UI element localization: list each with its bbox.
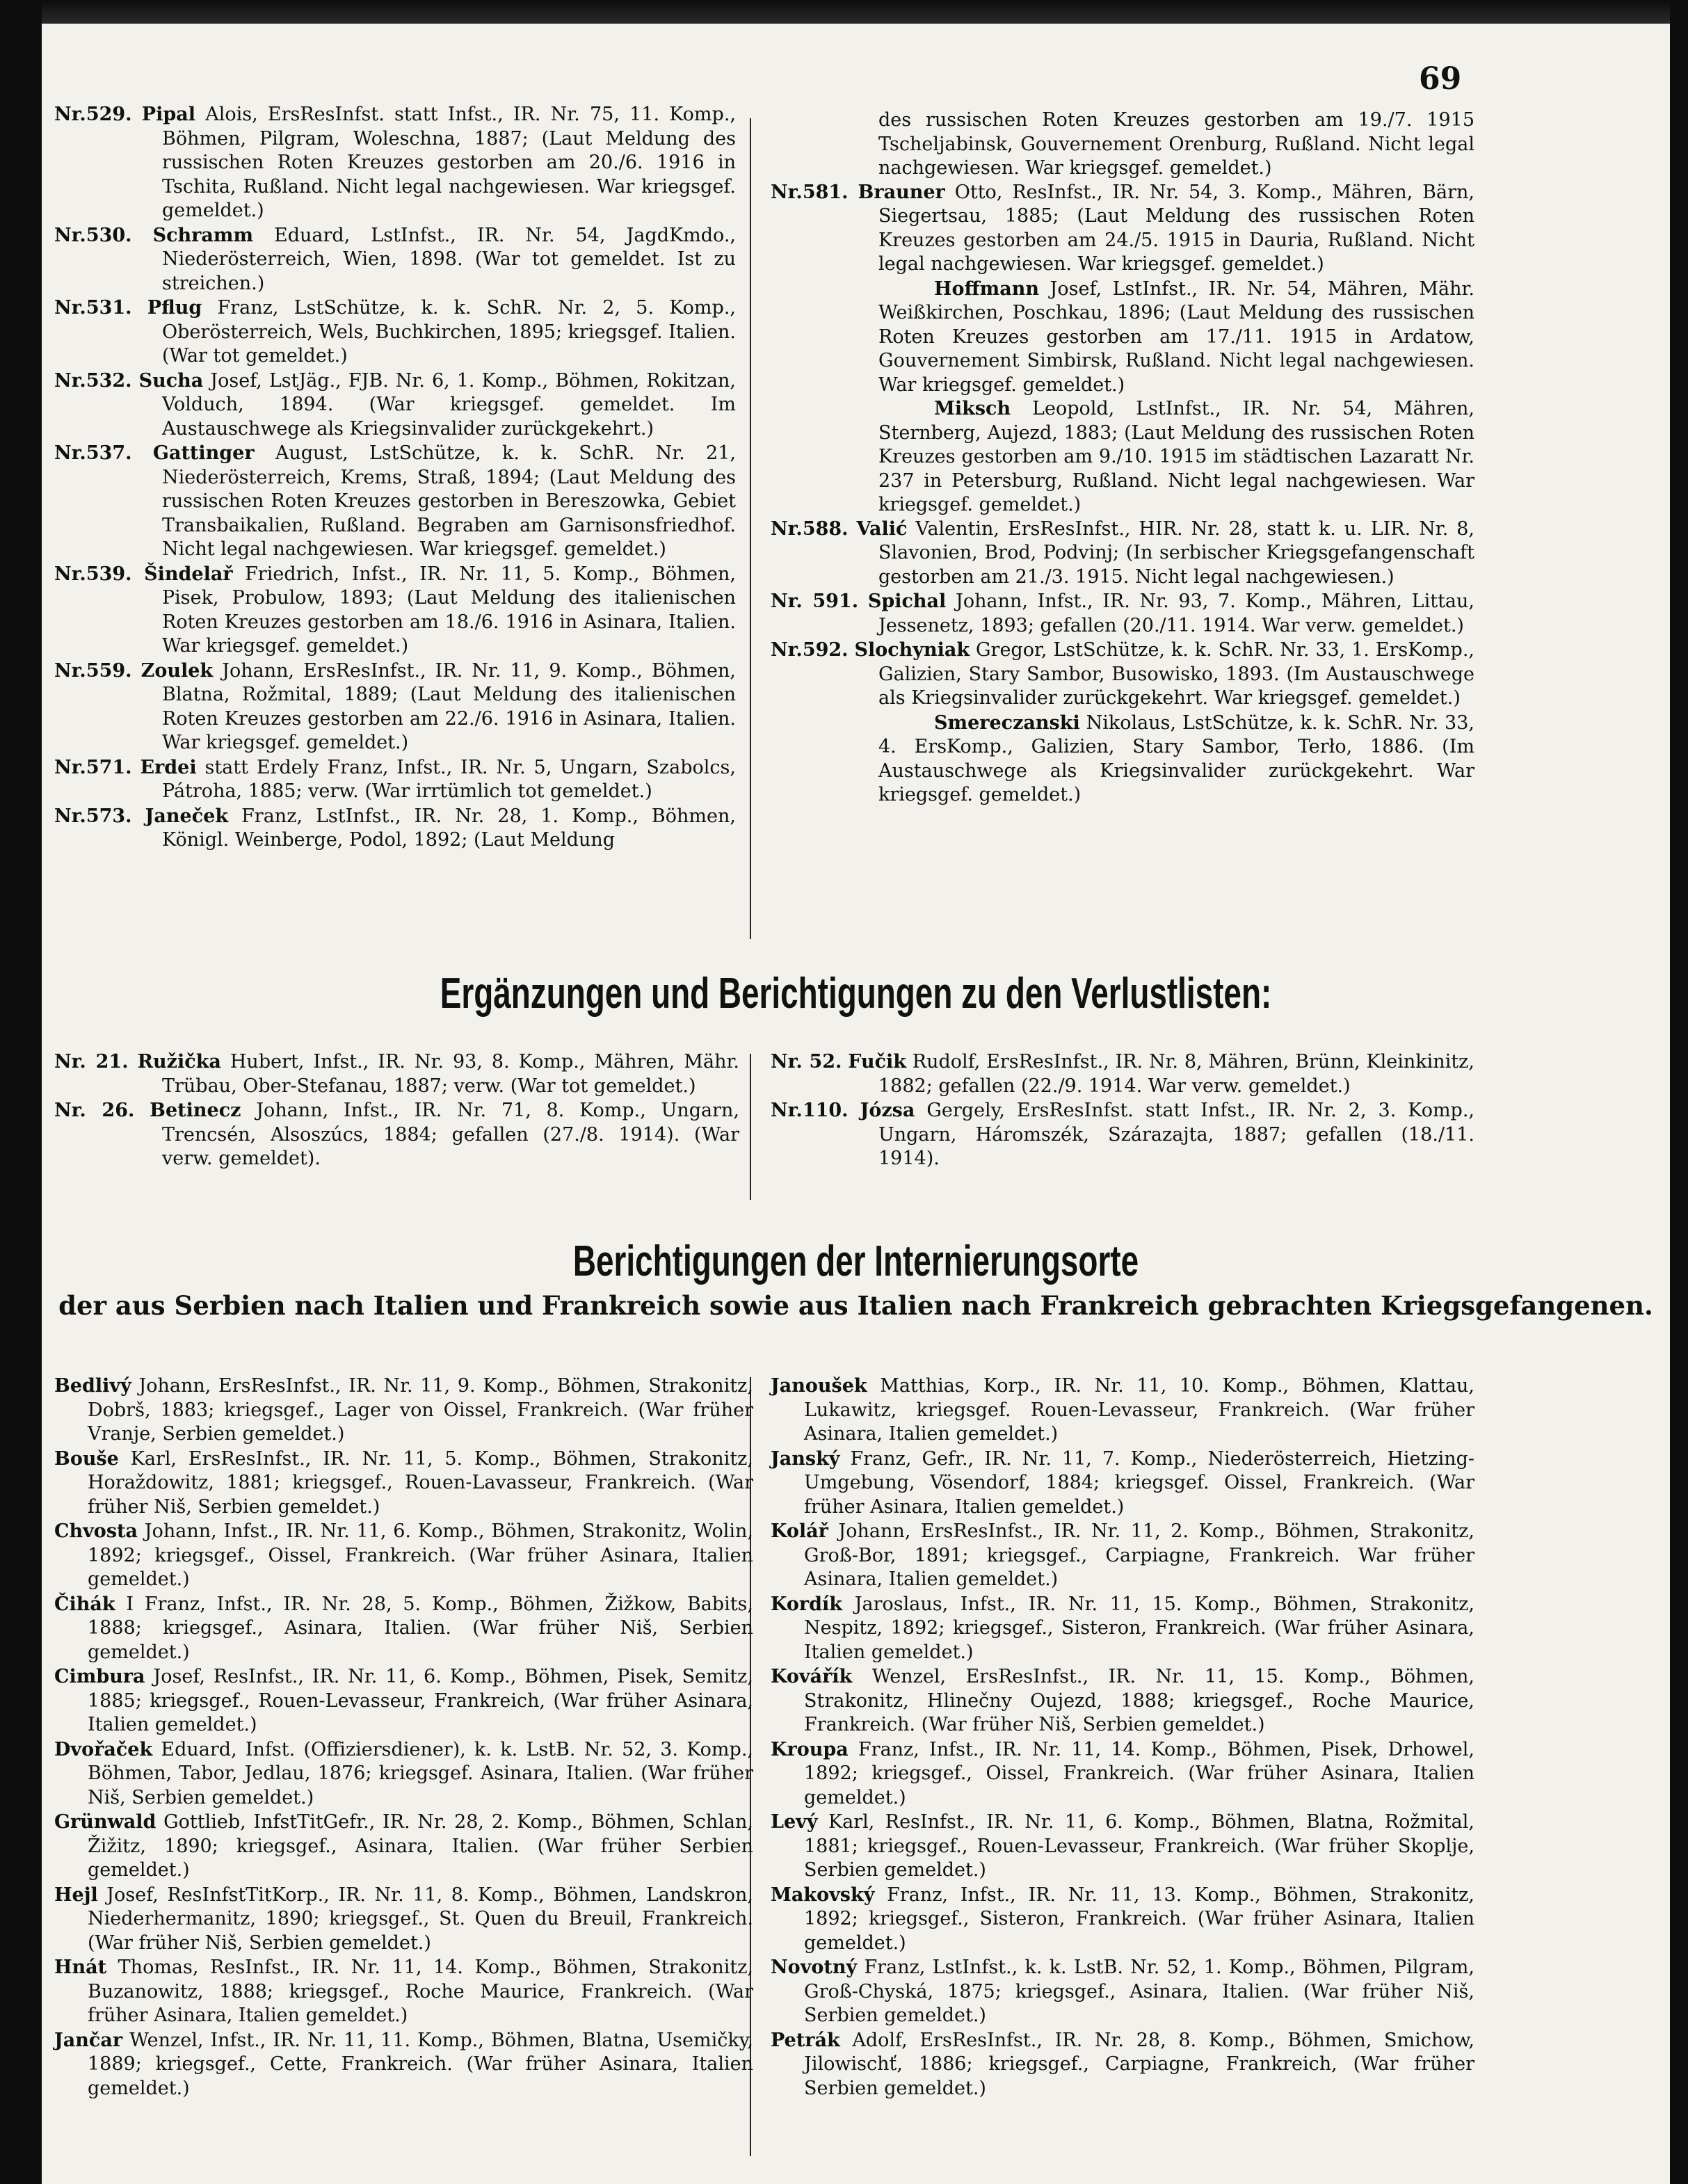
ergaenzungen-left bbox=[54, 1050, 739, 1172]
list-entry: Kolář Johann, ErsResInfst., IR. Nr. 11, 2. Komp., Böhmen, Strakonitz, Groß-Bor, 1891; kriegsgef., Carpiagne, Frankreich. War früher Asinara, Italien gemeldet.) bbox=[771, 1520, 1474, 1590]
list-entry: Jančar Wenzel, Infst., IR. Nr. 11, 11. Komp., Böhmen, Blatna, Usemičky, 1889; kriegsgef., Cette, Frankreich. (War früher Asinara, Italien gemeldet.) bbox=[54, 2029, 753, 2099]
top-left-column bbox=[54, 103, 736, 853]
list-entry: Čihák I Franz, Infst., IR. Nr. 28, 5. Komp., Böhmen, Žižkow, Babits, 1888; kriegsgef., Asinara, Italien. (War früher Niš, Serbien gemeldet.) bbox=[54, 1593, 753, 1663]
list-entry: Nr. 52. Fučik Rudolf, ErsResInfst., IR. Nr. 8, Mähren, Brünn, Kleinkinitz, 1882; gefallen (22./9. 1914. War verw. gemeldet.) bbox=[771, 1051, 1474, 1097]
list-subentry: Miksch Leopold, LstInfst., IR. Nr. 54, Mähren, Sternberg, Aujezd, 1883; (Laut Meldung des russischen Roten Kreuzes gestorben am 9./10. 1915 im städtischen Lazaratt Nr. 237 in Petersburg, Rußland. Nicht legal nachgewiesen. War kriegsgef. gemeldet.) bbox=[878, 398, 1474, 515]
section-heading-internierungsorte: Berichtigungen der Internierungsorte bbox=[572, 1237, 1139, 1285]
continued-text: des russischen Roten Kreuzes gestorben am 19./7. 1915 Tscheljabinsk, Gouvernement Orenburg, Rußland. Nicht legal nachgewiesen. War kriegsgef. gemeldet.) bbox=[878, 109, 1474, 179]
internierung-right bbox=[771, 1374, 1474, 2101]
list-entry: Kordík Jaroslaus, Infst., IR. Nr. 11, 15. Komp., Böhmen, Strakonitz, Nespitz, 1892; kriegsgef., Sisteron, Frankreich. (War früher Asinara, Italien gemeldet.) bbox=[771, 1593, 1474, 1663]
list-entry: Bouše Karl, ErsResInfst., IR. Nr. 11, 5. Komp., Böhmen, Strakonitz, Horaždowitz, 1881; kriegsgef., Rouen-Lavasseur, Frankreich. (War früher Niš, Serbien gemeldet.) bbox=[54, 1447, 753, 1518]
list-entry: Nr.539. Šindelař Friedrich, Infst., IR. Nr. 11, 5. Komp., Böhmen, Pisek, Probulow, 1893; (Laut Meldung des italienischen Roten Kreuzes gestorben am 18./6. 1916 in Asinara, Italien. War kriegsgef. gemeldet.) bbox=[54, 563, 737, 657]
list-entry: Nr.110. Józsa Gergely, ErsResInfst. statt Infst., IR. Nr. 2, 3. Komp., Ungarn, Háromszék, Szárazajta, 1887; gefallen (18./11. 1914). bbox=[771, 1100, 1474, 1169]
list-entry: Hnát Thomas, ResInfst., IR. Nr. 11, 14. Komp., Böhmen, Strakonitz, Buzanowitz, 1888; kriegsgef., Roche Maurice, Frankreich. (War früher Asinara, Italien gemeldet.) bbox=[54, 1957, 753, 2026]
column-rule-middle bbox=[750, 1054, 751, 1200]
list-entry: Janoušek Matthias, Korp., IR. Nr. 11, 10. Komp., Böhmen, Klattau, Lukawitz, kriegsgef. Rouen-Levasseur, Frankreich. (War früher Asinara, Italien gemeldet.) bbox=[771, 1375, 1474, 1445]
list-entry: Nr.592. Slochyniak Gregor, LstSchütze, k. k. SchR. Nr. 33, 1. ErsKomp., Galizien, Stary Sambor, Busowisko, 1893. (Im Austauschwege als Kriegsinvalider zurückgekehrt. War kriegsgef. gemeldet.) bbox=[771, 639, 1474, 709]
list-entry: Nr.581. Brauner Otto, ResInfst., IR. Nr. 54, 3. Komp., Mähren, Bärn, Siegertsau, 1885; (Laut Meldung des russischen Roten Kreuzes gestorben am 24./5. 1915 in Dauria, Rußland. Nicht legal nachgewiesen. War kriegsgef. gemeldet.) bbox=[771, 181, 1474, 275]
scan-left-edge bbox=[0, 0, 42, 2184]
scan-right-edge bbox=[1670, 0, 1688, 2184]
list-entry: Nr.530. Schramm Eduard, LstInfst., IR. Nr. 54, JagdKmdo., Niederösterreich, Wien, 1898. (War tot gemeldet. Ist zu streichen.) bbox=[54, 224, 736, 294]
list-entry: Kovářík Wenzel, ErsResInfst., IR. Nr. 11, 15. Komp., Böhmen, Strakonitz, Hlinečny Oujezd, 1888; kriegsgef., Roche Maurice, Frankreich. (War früher Niš, Serbien gemeldet.) bbox=[771, 1666, 1474, 1735]
list-entry: Novotný Franz, LstInfst., k. k. LstB. Nr. 52, 1. Komp., Böhmen, Pilgram, Groß-Chyská, 1875; kriegsgef., Asinara, Italien. (War früher Niš, Serbien gemeldet.) bbox=[771, 1957, 1474, 2026]
list-entry: Levý Karl, ResInfst., IR. Nr. 11, 6. Komp., Böhmen, Blatna, Rožmital, 1881; kriegsgef., Rouen-Levasseur, Frankreich. (War früher Skoplje, Serbien gemeldet.) bbox=[771, 1811, 1474, 1881]
list-entry: Kroupa Franz, Infst., IR. Nr. 11, 14. Komp., Böhmen, Pisek, Drhowel, 1892; kriegsgef., Oissel, Frankreich. (War früher Asinara, Italien gemeldet.) bbox=[771, 1738, 1474, 1808]
list-entry: Nr.537. Gattinger August, LstSchütze, k. k. SchR. Nr. 21, Niederösterreich, Krems, Straß, 1894; (Laut Meldung des russischen Roten Kreuzes gestorben in Bereszowka, Gebiet Transbaikalien, Rußland. Begraben am Garnisonsfriedhof. Nicht legal nachgewiesen. War kriegsgef. gemeldet.) bbox=[54, 442, 736, 560]
list-entry: Nr.571. Erdei statt Erdely Franz, Infst., IR. Nr. 5, Ungarn, Szabolcs, Pátroha, 1885; verw. (War irrtümlich tot gemeldet.) bbox=[54, 756, 736, 802]
list-entry: Cimbura Josef, ResInfst., IR. Nr. 11, 6. Komp., Böhmen, Pisek, Semitz, 1885; kriegsgef., Rouen-Levasseur, Frankreich, (War früher Asinara, Italien gemeldet.) bbox=[54, 1666, 753, 1735]
ergaenzungen-right bbox=[771, 1050, 1474, 1172]
list-entry: Nr.573. Janeček Franz, LstInfst., IR. Nr. 28, 1. Komp., Böhmen, Königl. Weinberge, Podol, 1892; (Laut Meldung bbox=[54, 805, 736, 851]
list-entry: Nr. 26. Betinecz Johann, Infst., IR. Nr. 71, 8. Komp., Ungarn, Trencsén, Alsoszúcs, 1884; gefallen (27./8. 1914). (War verw. gemeldet). bbox=[54, 1100, 739, 1169]
list-entry: Nr.588. Valić Valentin, ErsResInfst., HIR. Nr. 28, statt k. u. LIR. Nr. 8, Slavonien, Brod, Podvinj; (In serbischer Kriegsgefangenschaft gestorben am 21./3. 1915. Nicht legal nachgewiesen.) bbox=[771, 517, 1474, 588]
list-entry: Nr. 591. Spichal Johann, Infst., IR. Nr. 93, 7. Komp., Mähren, Littau, Jessenetz, 1893; gefallen (20./11. 1914. War verw. gemeldet.) bbox=[771, 591, 1474, 636]
list-entry: Janský Franz, Gefr., IR. Nr. 11, 7. Komp., Niederösterreich, Hietzing-Umgebung, Vösendorf, 1884; kriegsgef. Oissel, Frankreich. (War früher Asinara, Italien gemeldet.) bbox=[771, 1447, 1474, 1518]
list-entry: Hejl Josef, ResInfstTitKorp., IR. Nr. 11, 8. Komp., Böhmen, Landskron, Niederhermanitz, 1890; kriegsgef., St. Quen du Breuil, Frankreich. (War früher Niš, Serbien gemeldet.) bbox=[54, 1884, 753, 1954]
top-right-column bbox=[771, 109, 1474, 808]
list-entry: Petrák Adolf, ErsResInfst., IR. Nr. 28, 8. Komp., Böhmen, Smichow, Jilowischť, 1886; kriegsgef., Carpiagne, Frankreich, (War früher Serbien gemeldet.) bbox=[771, 2029, 1474, 2099]
list-entry: Grünwald Gottlieb, InfstTitGefr., IR. Nr. 28, 2. Komp., Böhmen, Schlan, Žižitz, 1890; kriegsgef., Asinara, Italien. (War früher Serbien gemeldet.) bbox=[54, 1811, 753, 1881]
list-entry: Nr. 21. Ružička Hubert, Infst., IR. Nr. 93, 8. Komp., Mähren, Mähr. Trübau, Ober-Stefanau, 1887; verw. (War tot gemeldet.) bbox=[54, 1051, 739, 1097]
section-heading-ergaenzungen: Ergänzungen und Berichtigungen zu den Verlustlisten: bbox=[440, 970, 1272, 1018]
list-entry: Nr.529. Pipal Alois, ErsResInfst. statt Infst., IR. Nr. 75, 11. Komp., Böhmen, Pilgram, Woleschna, 1887; (Laut Meldung des russischen Roten Kreuzes gestorben am 20./6. 1916 in Tschita, Rußland. Nicht legal nachgewiesen. War kriegsgef. gemeldet.) bbox=[54, 104, 736, 221]
list-entry: Makovský Franz, Infst., IR. Nr. 11, 13. Komp., Böhmen, Strakonitz, 1892; kriegsgef., Sisteron, Frankreich. (War früher Asinara, Italien gemeldet.) bbox=[771, 1884, 1474, 1954]
list-entry: Nr.559. Zoulek Johann, ErsResInfst., IR. Nr. 11, 9. Komp., Böhmen, Blatna, Rožmital, 1889; (Laut Meldung des italienischen Roten Kreuzes gestorben am 22./6. 1916 in Asinara, Italien. War kriegsgef. gemeldet.) bbox=[54, 659, 736, 753]
section-subheading: der aus Serbien nach Italien und Frankreich sowie aus Italien nach Frankreich gebrachten Kriegsgefangenen. bbox=[58, 1290, 1653, 1321]
list-subentry: Smereczanski Nikolaus, LstSchütze, k. k. SchR. Nr. 33, 4. ErsKomp., Galizien, Stary Sambor, Terło, 1886. (Im Austauschwege als Kriegsinvalider zurückgekehrt. War kriegsgef. gemeldet.) bbox=[878, 712, 1474, 805]
list-entry: Nr.531. Pflug Franz, LstSchütze, k. k. SchR. Nr. 2, 5. Komp., Oberösterreich, Wels, Buchkirchen, 1895; kriegsgef. Italien. (War tot gemeldet.) bbox=[54, 297, 736, 367]
list-entry: Dvořaček Eduard, Infst. (Offiziersdiener), k. k. LstB. Nr. 52, 3. Komp., Böhmen, Tabor, Jedlau, 1876; kriegsgef. Asinara, Italien. (War früher Niš, Serbien gemeldet.) bbox=[54, 1738, 753, 1808]
column-rule-top bbox=[750, 118, 751, 939]
list-entry: Chvosta Johann, Infst., IR. Nr. 11, 6. Komp., Böhmen, Strakonitz, Wolin, 1892; kriegsgef., Oissel, Frankreich. (War früher Asinara, Italien gemeldet.) bbox=[54, 1520, 753, 1590]
list-entry: Nr.532. Sucha Josef, LstJäg., FJB. Nr. 6, 1. Komp., Böhmen, Rokitzan, Volduch, 1894. (War kriegsgef. gemeldet. Im Austauschwege als Kriegsinvalider zurückgekehrt.) bbox=[54, 369, 736, 440]
list-subentry: Hoffmann Josef, LstInfst., IR. Nr. 54, Mähren, Mähr. Weißkirchen, Poschkau, 1896; (Laut Meldung des russischen Roten Kreuzes gestorben am 17./11. 1915 in Ardatow, Gouvernement Simbirsk, Rußland. Nicht legal nachgewiesen. War kriegsgef. gemeldet.) bbox=[878, 278, 1474, 396]
internierung-left bbox=[54, 1374, 753, 2101]
page-number: 69 bbox=[1419, 61, 1462, 97]
scan-top-edge bbox=[0, 0, 1688, 24]
list-entry: Bedlivý Johann, ErsResInfst., IR. Nr. 11, 9. Komp., Böhmen, Strakonitz, Dobrš, 1883; kriegsgef., Lager von Oissel, Frankreich. (War früher Vranje, Serbien gemeldet.) bbox=[54, 1375, 753, 1445]
